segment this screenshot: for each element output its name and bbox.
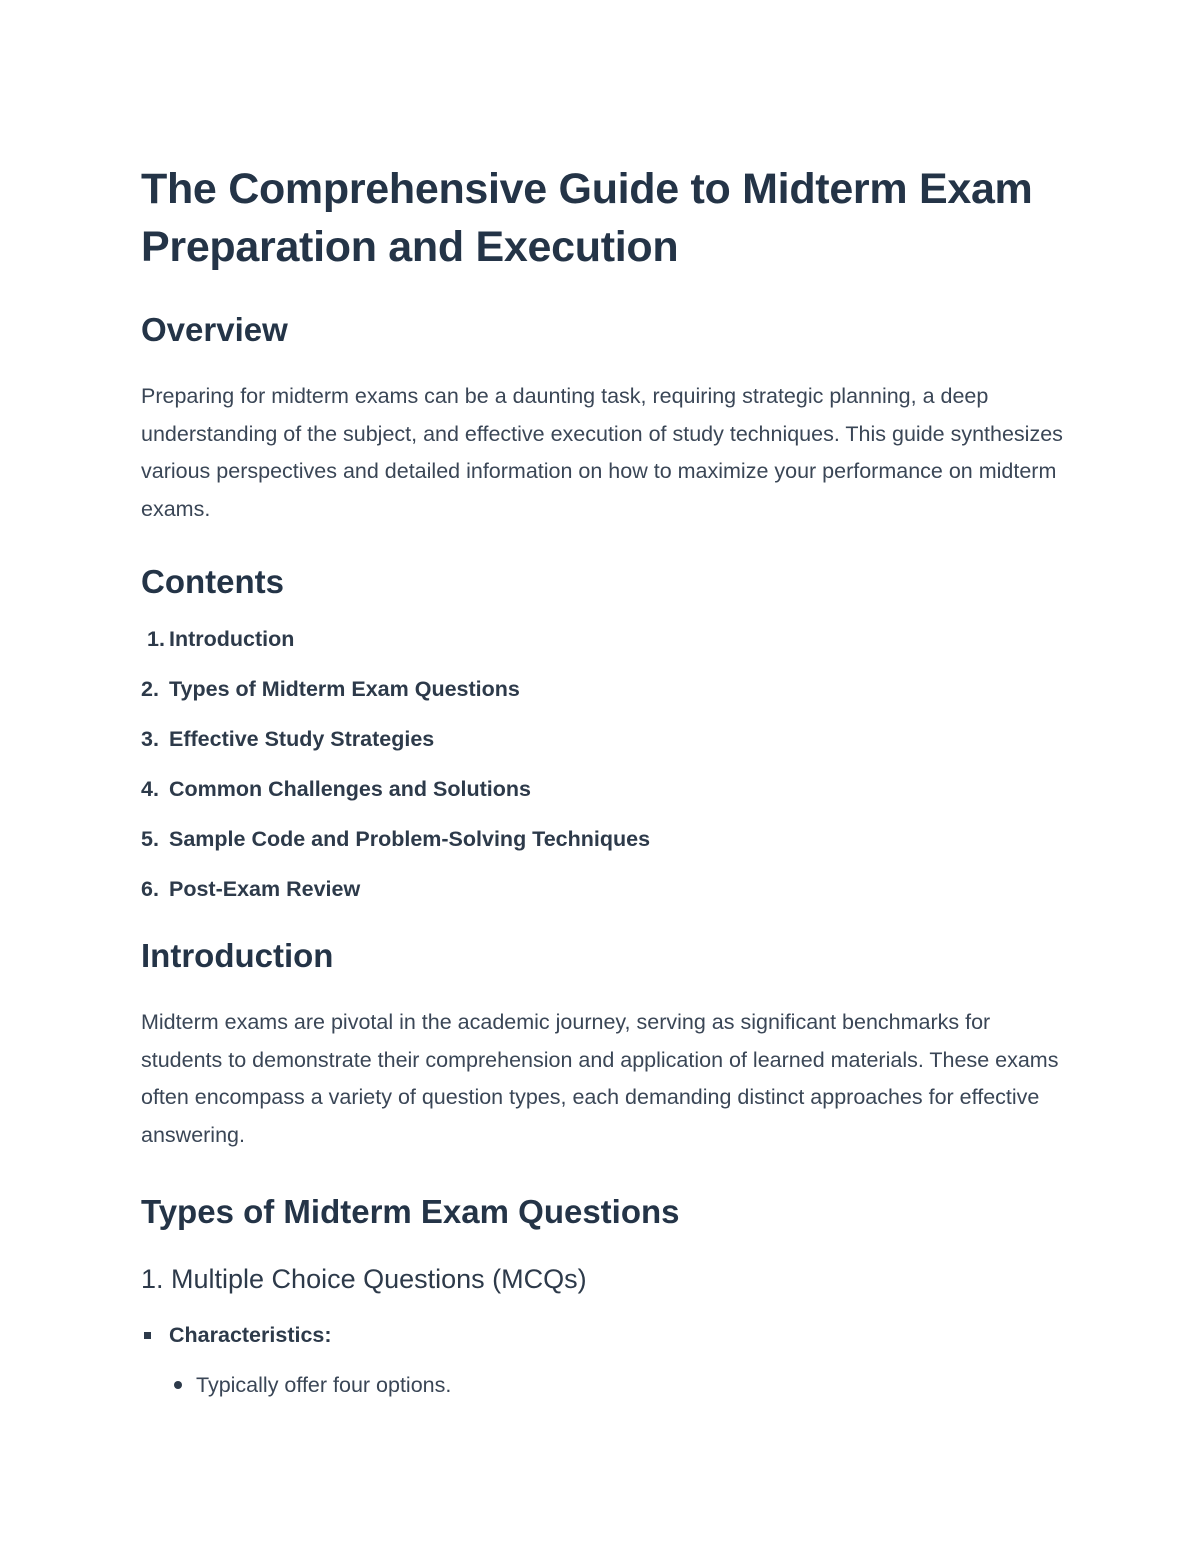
toc-item-post-exam-review[interactable]: [141, 876, 1071, 926]
disc-bullet-icon: [174, 1381, 182, 1389]
list-item: [169, 1372, 1071, 1398]
toc-item-label: Common Challenges and Solutions: [169, 777, 531, 801]
toc-item-number: 2.: [141, 677, 159, 701]
characteristics-label: Characteristics:: [169, 1323, 332, 1347]
contents-heading: Contents: [141, 563, 284, 600]
characteristics-list: [169, 1372, 1071, 1398]
document-title: The Comprehensive Guide to Midterm Exam Preparation and Execution: [141, 165, 1033, 271]
toc-item-number: 1.: [147, 627, 165, 651]
document-page: [141, 160, 1071, 1398]
toc-item-label: Effective Study Strategies: [169, 727, 435, 751]
introduction-paragraph: Midterm exams are pivotal in the academic journey, serving as significant benchmarks for students to demonstrate their comprehension and application of learned materials. These exams often encompass a variety of question types, each demanding distinct approaches for effective answering.: [141, 1010, 1059, 1147]
overview-heading: Overview: [141, 311, 288, 348]
list-item: [141, 1322, 1071, 1398]
toc-item-number: 5.: [141, 827, 159, 851]
toc-item-introduction[interactable]: [141, 626, 1071, 676]
characteristic-text: Typically offer four options.: [196, 1373, 452, 1397]
toc-item-sample-code[interactable]: [141, 826, 1071, 876]
table-of-contents: [141, 626, 1071, 926]
toc-item-number: 4.: [141, 777, 159, 801]
toc-item-label: Introduction: [169, 627, 295, 651]
toc-item-challenges[interactable]: [141, 776, 1071, 826]
toc-item-label: Types of Midterm Exam Questions: [169, 677, 520, 701]
toc-item-study-strategies[interactable]: [141, 726, 1071, 776]
mcq-bullet-list: [141, 1322, 1071, 1398]
toc-item-types-of-questions[interactable]: [141, 676, 1071, 726]
toc-item-label: Post-Exam Review: [169, 877, 361, 901]
toc-item-number: 6.: [141, 877, 159, 901]
toc-item-label: Sample Code and Problem-Solving Techniques: [169, 827, 651, 851]
toc-item-number: 3.: [141, 727, 159, 751]
square-bullet-icon: [144, 1332, 151, 1339]
overview-paragraph: Preparing for midterm exams can be a daunting task, requiring strategic planning, a deep understanding of the subject, and effective execution of study techniques. This guide synthesizes various perspectives and detailed information on how to maximize your performance on midterm exams.: [141, 384, 1063, 521]
mcq-subheading: 1. Multiple Choice Questions (MCQs): [141, 1264, 587, 1294]
introduction-heading: Introduction: [141, 937, 334, 974]
types-heading: Types of Midterm Exam Questions: [141, 1193, 680, 1230]
